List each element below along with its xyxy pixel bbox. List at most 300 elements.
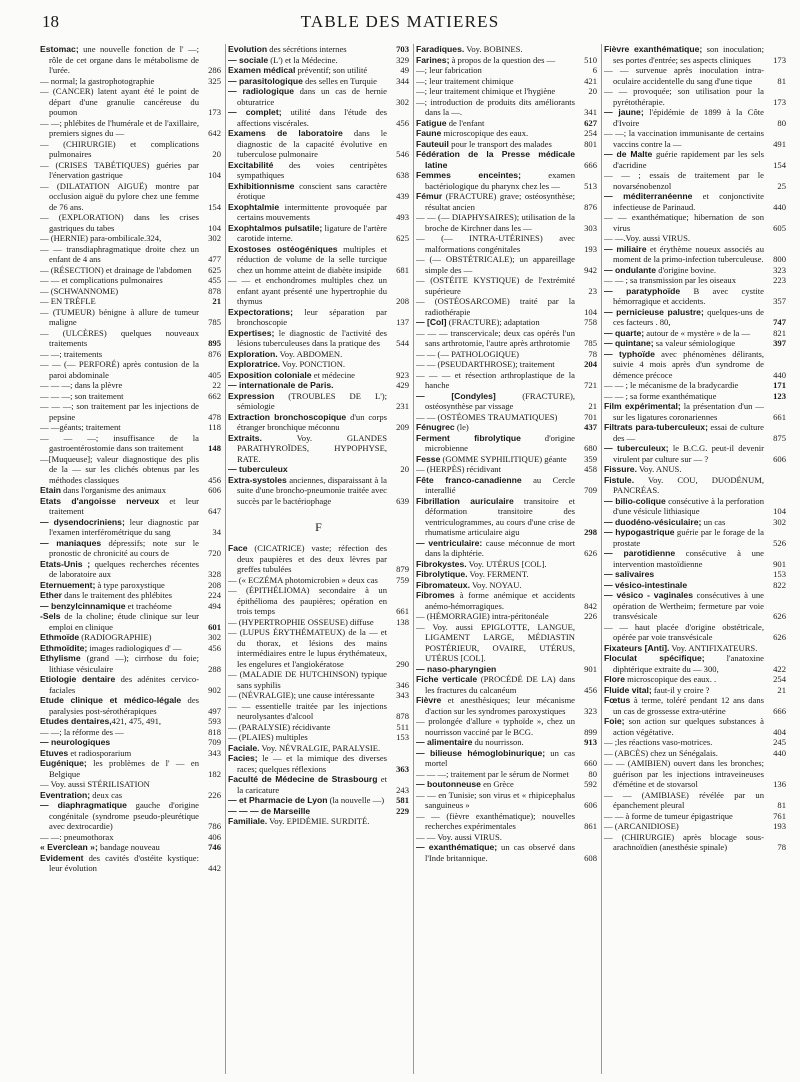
index-entry-page: 758 xyxy=(584,317,597,327)
index-entry xyxy=(604,475,786,496)
index-entry-text: — — transdiaphragmatique droite chez un enfant de 4 ans xyxy=(40,243,199,264)
index-entry xyxy=(40,76,221,87)
index-entry-heading: Etiologie dentaire xyxy=(40,674,116,684)
index-entry-text: — normal; la gastrophotographie xyxy=(40,75,155,86)
index-entry-page: 477 xyxy=(208,254,221,264)
index-entry xyxy=(228,44,409,55)
index-entry xyxy=(604,422,786,443)
index-entry-page: 786 xyxy=(208,821,221,831)
index-entry-text: — —; phlébites de l'humérale et de l'axillaire, premiers signes du — xyxy=(40,117,199,138)
index-entry-page: 171 xyxy=(773,380,786,390)
index-entry-heading: Etain xyxy=(40,485,62,495)
index-entry xyxy=(228,617,409,628)
index-entry-text: — — (AMIBIASE) révélée par un épanchement pleural xyxy=(604,789,764,810)
index-entry xyxy=(40,653,221,674)
index-entry-text: Femmes enceintes; examen bactériologique du pharynx chez les — xyxy=(416,170,576,191)
index-entry xyxy=(416,590,597,611)
index-entry-text: — — exanthématique; hibernation de son virus xyxy=(604,212,764,233)
index-entry-page: 478 xyxy=(208,411,221,422)
index-entry xyxy=(228,795,409,806)
index-entry-page: 626 xyxy=(773,632,786,642)
index-entry-text xyxy=(604,580,764,591)
index-entry-text: — jaune; l'épidémie de 1899 à la Côte d'Ivoire xyxy=(604,107,764,128)
index-entry-heading: Fiche verticale xyxy=(416,674,478,684)
index-entry-page: 346 xyxy=(396,679,409,690)
index-entry xyxy=(40,275,221,286)
index-entry-page: 153 xyxy=(396,732,409,742)
index-entry-text: — [Condyles] (FRACTURE), ostéosynthèse par vissage xyxy=(416,390,575,411)
index-entry-page: 879 xyxy=(396,564,409,574)
index-entry-text: — — et complications pulmonaires xyxy=(40,275,163,285)
index-entry-page: 193 xyxy=(773,821,786,831)
index-entry xyxy=(604,65,786,86)
index-entry-text: Fatigue de l'enfant xyxy=(416,117,485,128)
index-entry-heading: Fauteuil xyxy=(416,138,449,149)
index-entry xyxy=(416,674,597,695)
index-entry-text: — (ÉPITHÉLIOMA) secondaire à un épithélioma des paupières; opération en trois temps xyxy=(228,585,387,616)
index-entry-text: « Everclean »; bandage nouveau xyxy=(40,842,160,852)
index-entry-text: — (SCHWANNOME) xyxy=(40,285,119,296)
index-entry-page: 455 xyxy=(208,275,221,285)
index-entry xyxy=(604,212,786,233)
index-entry xyxy=(416,118,597,129)
index-entry-text: Fibrillation auriculaire transitoire et déformation transitoire des ventriculogrammes, au cours d'une crise de rhumatisme articulaire aigu xyxy=(416,495,576,537)
index-entry-heading: — bilieuse hémoglobinurique; xyxy=(416,747,546,758)
index-entry-page: 34 xyxy=(212,527,221,537)
index-entry-text: — sociale (L') et la Médecine. xyxy=(228,54,338,65)
index-entry-page: 323 xyxy=(773,264,786,275)
index-entry-heading: — salivaires xyxy=(604,569,655,579)
index-entry-text: — (ULCÈRES) quelques nouveaux traitements xyxy=(40,327,199,348)
index-entry xyxy=(228,128,409,160)
index-entry-page: 546 xyxy=(396,149,409,159)
index-entry-page: 254 xyxy=(584,128,597,138)
index-entry-page: 626 xyxy=(584,548,597,558)
index-entry-text: Examen médical préventif; son utilité xyxy=(228,65,368,75)
index-entry-text: Etain dans l'organisme des animaux xyxy=(40,485,166,495)
index-entry xyxy=(40,737,221,748)
index-entry-page: 439 xyxy=(396,191,409,201)
index-entry-page: 81 xyxy=(777,800,786,810)
page-number: 18 xyxy=(42,12,59,31)
index-entry-heading: Expertises; xyxy=(228,327,275,338)
index-entry-page: 494 xyxy=(208,600,221,611)
index-entry-page: 544 xyxy=(396,338,409,348)
index-entry-text: Exposition coloniale et médecine xyxy=(228,369,355,380)
index-entry xyxy=(604,107,786,128)
index-entry-text: Etats-Unis ; quelques recherches récentes de laboratoire aux xyxy=(40,558,199,579)
index-entry-heading: — tuberculeux xyxy=(228,464,288,474)
index-entry xyxy=(604,580,786,591)
index-entry-heading: Filtrats para-tuberculeux; xyxy=(604,422,708,432)
index-entry-page: 302 xyxy=(208,233,221,243)
index-entry-text: Eugénique; les problèmes de l' — en Belgique xyxy=(40,758,199,779)
index-entry-text: — (RÉSECTION) et drainage de l'abdomen xyxy=(40,264,192,275)
index-entry xyxy=(604,737,786,748)
index-entry-page: 104 xyxy=(208,170,221,180)
index-entry-text: — (— OBSTÉTRICALE); un appareillage simple des — xyxy=(416,254,575,275)
index-entry xyxy=(416,580,597,591)
index-entry-text: Ethmoïde (RADIOGRAPHIE) xyxy=(40,632,152,642)
index-column-1 xyxy=(40,44,226,1074)
index-entry-text xyxy=(416,664,575,675)
index-entry-page: 302 xyxy=(208,632,221,642)
index-entry xyxy=(40,118,221,139)
index-entry-page: 625 xyxy=(208,264,221,275)
index-entry-page: 511 xyxy=(396,721,409,732)
index-entry-text: Evolution des sécrétions internes xyxy=(228,44,347,54)
index-entry-page: 821 xyxy=(773,327,786,338)
index-entry-text: Evidement des cavités d'ostéite kystique: leur évolution xyxy=(40,852,199,873)
index-entry xyxy=(228,464,409,475)
index-entry xyxy=(228,585,409,617)
index-entry-heading: — miliaire xyxy=(604,243,647,254)
index-entry-page: 913 xyxy=(584,737,597,747)
index-entry-text: — — (PSEUDARTHROSE); traitement xyxy=(416,359,555,369)
index-entry-text: — [Col] (FRACTURE); adaptation xyxy=(416,317,540,327)
index-entry-text: Fauteuil pour le transport des malades xyxy=(416,138,552,149)
index-entry xyxy=(416,622,597,664)
index-entry-page: 298 xyxy=(584,527,597,537)
index-entry xyxy=(40,779,221,790)
index-entry xyxy=(40,853,221,874)
index-entry-heading: — vésico - vaginales xyxy=(604,590,693,600)
index-entry-heading: — parotidienne xyxy=(604,548,676,558)
index-entry xyxy=(40,181,221,213)
index-entry-page: 20 xyxy=(400,464,409,474)
index-entry-page: 437 xyxy=(584,422,597,432)
index-entry xyxy=(40,139,221,160)
index-entry-heading: — quintane; xyxy=(604,338,654,348)
index-entry-text: Exhibitionnisme conscient sans caractère érotique xyxy=(228,180,387,201)
index-entry-heading: Etudes dentaires, xyxy=(40,716,112,726)
index-entry-page: 638 xyxy=(396,170,409,180)
index-entry-text: —; leur traitement chimique xyxy=(416,75,514,86)
index-entry-page: 290 xyxy=(396,658,409,669)
index-entry-text: Flore microscopique des eaux. . xyxy=(604,674,717,684)
index-entry-page: 224 xyxy=(208,590,221,600)
index-entry xyxy=(40,359,221,380)
index-entry xyxy=(604,790,786,811)
index-entry xyxy=(40,601,221,612)
index-entry-page: 173 xyxy=(208,107,221,117)
index-entry-heading: Fièvre xyxy=(416,695,442,705)
index-entry-heading: Etats d'angoisse nerveux xyxy=(40,495,160,506)
index-entry-heading: Facies; xyxy=(228,753,258,763)
index-entry-heading: Fénugrec xyxy=(416,422,455,432)
index-entry-text: — de Malte guérie rapidement par les sels d'acridine xyxy=(604,149,764,170)
index-entry xyxy=(40,580,221,591)
index-entry xyxy=(604,307,786,328)
index-entry-heading: -Sels xyxy=(40,611,61,621)
index-entry xyxy=(416,832,597,843)
index-entry-heading: Fête franco-canadienne xyxy=(416,474,522,485)
index-entry-text: Fissure. Voy. ANUS. xyxy=(604,464,682,474)
index-entry xyxy=(604,527,786,548)
index-entry-heading: — hypogastrique xyxy=(604,527,675,537)
index-entry-text: Facies; le — et la mimique des diverses races; quelques réflexions xyxy=(228,753,387,774)
index-entry-heading: Femmes enceintes; xyxy=(416,170,521,180)
index-entry xyxy=(416,412,597,423)
index-entry-page: 720 xyxy=(208,548,221,558)
index-entry-page: 666 xyxy=(584,159,597,170)
index-entry xyxy=(228,65,409,76)
index-entry xyxy=(40,86,221,118)
index-entry-text: Filtrats para-tuberculeux; essai de culture des — xyxy=(604,422,764,443)
index-entry xyxy=(228,475,409,507)
index-entry xyxy=(416,842,597,863)
index-entry-heading: — internationale de Paris. xyxy=(228,380,334,390)
index-entry xyxy=(604,170,786,191)
index-entry xyxy=(416,370,597,391)
index-entry-text: Etudes dentaires,421, 475, 491, xyxy=(40,716,162,726)
index-entry xyxy=(416,422,597,433)
index-entry-page: 456 xyxy=(584,684,597,695)
index-entry xyxy=(228,575,409,586)
index-entry-text: — — ; sa forme exanthématique xyxy=(604,390,717,401)
index-entry-page: 747 xyxy=(773,317,786,327)
index-entry xyxy=(416,748,597,769)
index-entry-heading: Etuves xyxy=(40,747,69,758)
index-entry xyxy=(228,701,409,722)
index-entry-heading: Excitabilité xyxy=(228,159,274,170)
index-entry xyxy=(40,328,221,349)
index-entry-text: — (CHIRURGIE) après blocage sous-arachnoïdien (anesthésie spinale) xyxy=(604,831,764,852)
index-entry-page: 442 xyxy=(208,863,221,873)
index-entry-text: Etiologie dentaire des adénites cervico-faciales xyxy=(40,674,199,695)
index-entry-text: Fémur (FRACTURE) grave; ostéosynthèse; résultat ancien xyxy=(416,191,575,212)
index-entry-heading: Fibrillation auriculaire xyxy=(416,495,514,506)
index-entry-heading: — bilio-colique xyxy=(604,495,666,506)
index-entry-text: — (ABCÈS) chez un Sénégalais. xyxy=(604,747,718,758)
index-columns xyxy=(40,44,790,1074)
index-entry-heading: Extraction bronchoscopique xyxy=(228,411,347,422)
index-entry xyxy=(416,275,597,296)
index-entry-text: — complet; utilité dans l'étude des affections viscérales. xyxy=(228,107,387,128)
index-entry-text: — vésico - vaginales consécutives à une opération de Wertheim; fermeture par voie transvésicale xyxy=(604,590,764,621)
index-entry-page: 899 xyxy=(584,726,597,737)
index-entry-page: 153 xyxy=(773,569,786,579)
page-header xyxy=(0,8,800,38)
index-entry-text: Face (CICATRICE) vaste; réfection des deux paupières et des deux lèvres par greffes tubulées xyxy=(228,543,387,574)
index-entry-heading: Expression xyxy=(228,390,275,401)
index-entry xyxy=(40,454,221,486)
index-entry-page: 343 xyxy=(396,690,409,700)
index-entry-text: — — —; son traitement par les injections de pepsine xyxy=(40,401,199,422)
index-entry-page: 137 xyxy=(396,317,409,327)
index-entry xyxy=(228,307,409,328)
index-entry-page: 357 xyxy=(773,296,786,306)
index-entry xyxy=(604,391,786,402)
index-entry-page: 605 xyxy=(773,222,786,233)
index-entry-text: Etuves et radiosporarium xyxy=(40,747,132,758)
index-entry-text: Fistule. Voy. COU, DUODÉNUM, PANCRÉAS. xyxy=(604,474,764,495)
index-entry xyxy=(604,286,786,307)
index-entry xyxy=(40,559,221,580)
index-entry-page: 226 xyxy=(208,789,221,800)
index-entry-page: 341 xyxy=(584,107,597,117)
index-entry xyxy=(416,254,597,275)
index-entry-heading: — boutonneuse xyxy=(416,779,481,789)
index-entry xyxy=(40,538,221,559)
index-entry-page: 154 xyxy=(208,201,221,212)
index-column-2 xyxy=(228,44,414,1074)
index-entry-text: — (OSTÉITE KYSTIQUE) de l'extrémité supérieure xyxy=(416,275,575,296)
index-entry-page: 642 xyxy=(208,128,221,138)
index-column-3 xyxy=(416,44,602,1074)
index-entry xyxy=(40,842,221,853)
index-entry-text: Faciale. Voy. NÉVRALGIE, PARALYSIE. xyxy=(228,742,381,753)
index-entry-text: — (CANCER) latent ayant été le point de départ d'une granulie cancéreuse du poumon xyxy=(40,86,199,117)
index-entry-text: Expertises; le diagnostic de l'activité des lésions tuberculeuses dans la pratique des xyxy=(228,327,387,348)
index-entry-heading: Exophtalmos pulsatile; xyxy=(228,222,323,233)
index-entry-page: 182 xyxy=(208,768,221,779)
index-entry-text: — (LUPUS ÉRYTHÉMATEUX) de la — et du thorax, et lésions des mains intermédiaires entre le lupus érythémateux, les engelures et l'angiokératose xyxy=(228,627,387,669)
index-entry-text: Fiche verticale (PROCÉDÉ DE LA) dans les fractures du calcanéum xyxy=(416,674,575,695)
index-entry xyxy=(228,816,409,827)
index-entry xyxy=(40,643,221,654)
index-entry xyxy=(416,233,597,254)
index-entry-text: — (HYPERTROPHIE OSSEUSE) diffuse xyxy=(228,616,374,627)
index-entry xyxy=(40,307,221,328)
index-entry-heading: — tuberculeux; xyxy=(604,443,669,453)
index-entry xyxy=(604,821,786,832)
index-entry-heading: Face xyxy=(228,543,248,553)
index-entry xyxy=(416,128,597,139)
index-entry-text: — bilieuse hémoglobinurique; un cas mortel xyxy=(416,747,575,768)
index-entry-page: 785 xyxy=(584,338,597,348)
index-entry xyxy=(604,443,786,464)
index-entry-text: Extraction bronchoscopique d'un corps étranger bronchique méconnu xyxy=(228,411,387,432)
index-entry xyxy=(604,811,786,822)
index-entry-page: 456 xyxy=(396,117,409,128)
index-entry xyxy=(228,732,409,743)
index-entry-text: Ethylisme (grand —); cirrhose du foie; lithiase vésiculaire xyxy=(40,653,199,674)
index-entry-page: 363 xyxy=(396,763,409,774)
index-entry-heading: Exhibitionnisme xyxy=(228,180,295,191)
index-entry xyxy=(40,286,221,297)
index-entry-text: — (NÉVRALGIE); une cause intéressante xyxy=(228,690,375,700)
index-entry-heading: — et Pharmacie de Lyon xyxy=(228,795,328,805)
index-entry-text: — exanthématique; un cas observé dans l'Inde britannique. xyxy=(416,842,575,863)
index-entry-text: — diaphragmatique gauche d'origine congénitale (syndrome pseudo-pleurétique avec dextrocardie) xyxy=(40,800,199,831)
index-entry-page: 510 xyxy=(584,54,597,65)
index-entry-page: 254 xyxy=(773,674,786,684)
index-entry-page: 302 xyxy=(396,96,409,107)
index-entry-heading: Ethmoïde xyxy=(40,632,80,642)
index-entry-heading: Extraits. xyxy=(228,432,262,443)
index-entry-page: 193 xyxy=(584,243,597,254)
index-entry-page: 497 xyxy=(208,705,221,716)
index-entry xyxy=(604,548,786,569)
index-entry-page: 21 xyxy=(588,401,597,411)
index-entry-page: 154 xyxy=(773,159,786,170)
index-entry-page: 923 xyxy=(396,369,409,380)
index-entry-page: 223 xyxy=(773,275,786,285)
index-entry-heading: Fièvre exanthématique; xyxy=(604,44,703,54)
index-entry-text: — (PLAIES) multiples xyxy=(228,732,308,742)
index-entry-page: 20 xyxy=(212,149,221,159)
index-entry-text: Exploration. Voy. ABDOMEN. xyxy=(228,348,343,359)
index-entry-heading: Eugénique; xyxy=(40,758,87,768)
index-entry-text: Expression (TROUBLES DE L'); sémiologie xyxy=(228,390,387,411)
index-entry-page: 801 xyxy=(584,138,597,149)
index-entry-page: 581 xyxy=(396,795,409,805)
index-entry-text xyxy=(228,806,387,817)
index-entry-heading: Examen médical xyxy=(228,65,296,75)
index-entry-page: 709 xyxy=(584,485,597,495)
index-entry xyxy=(416,664,597,675)
index-entry-page: 878 xyxy=(396,711,409,721)
index-entry-text: — et Pharmacie de Lyon (la nouvelle —) xyxy=(228,795,385,805)
index-entry-heading: — typhoïde xyxy=(604,348,655,359)
index-entry-page: 104 xyxy=(773,506,786,516)
index-entry-heading: Faciale. xyxy=(228,742,260,753)
index-entry xyxy=(604,275,786,286)
index-entry-text: — — en Tunisie; son virus et « rhipicephalus sanguineus » xyxy=(416,789,575,810)
index-entry xyxy=(40,674,221,695)
index-entry xyxy=(228,806,409,817)
index-entry-page: 601 xyxy=(208,621,221,632)
index-entry xyxy=(228,370,409,381)
index-entry-page: 440 xyxy=(773,201,786,212)
index-entry xyxy=(416,454,597,465)
index-entry xyxy=(40,391,221,402)
index-entry-page: 104 xyxy=(584,306,597,317)
index-entry xyxy=(40,790,221,801)
index-entry-page: 148 xyxy=(208,443,221,453)
index-entry-text: — — (— PERFORÉ) après contusion de la paroi abdominale xyxy=(40,359,199,380)
index-entry-text: Fièvre exanthématique; son inoculation; ses portes d'entrée; ses aspects cliniques xyxy=(604,44,764,65)
index-entry-text: — — ; essais de traitement par le novarsénobenzol xyxy=(604,170,764,191)
index-entry-page: 209 xyxy=(396,422,409,432)
index-entry-page: 78 xyxy=(777,842,786,852)
index-entry-text: — — à forme de tumeur épigastrique xyxy=(604,810,733,821)
index-entry xyxy=(228,107,409,128)
index-entry-text: —; leur fabrication xyxy=(416,65,482,75)
index-entry-text: — —géants; traitement xyxy=(40,422,121,432)
index-entry xyxy=(228,753,409,774)
section-letter: F xyxy=(315,520,322,534)
index-entry-page: 876 xyxy=(584,201,597,212)
index-entry-page: 78 xyxy=(588,348,597,359)
index-entry-text: -Sels de la choline; étude clinique sur leur emploi en clinique xyxy=(40,611,199,632)
index-entry xyxy=(416,139,597,150)
index-entry-page: 302 xyxy=(773,516,786,527)
index-entry-page: 458 xyxy=(584,464,597,474)
index-entry-text: — duodéno-vésiculaire; un cas xyxy=(604,516,726,527)
index-entry-page: 328 xyxy=(208,569,221,579)
index-entry-page: 104 xyxy=(208,222,221,233)
index-entry-page: 406 xyxy=(208,831,221,842)
index-entry xyxy=(228,412,409,433)
index-entry xyxy=(228,55,409,66)
index-entry xyxy=(40,758,221,779)
index-entry-text: Fluide vital; faut-il y croire ? xyxy=(604,684,710,695)
index-entry xyxy=(228,86,409,107)
index-entry-heading: — complet; xyxy=(228,107,282,117)
index-entry-heading: Fissure. xyxy=(604,464,637,474)
index-entry-text: — Voy. aussi EPIGLOTTE, LANGUE, LIGAMENT LARGE, MÉDIASTIN POSTÉRIEUR, OVAIRE, UTÉRUS, UTÉRUS [COL]. xyxy=(416,621,575,663)
index-entry-page: 818 xyxy=(208,726,221,737)
index-entry-page: 422 xyxy=(773,663,786,674)
index-entry-heading: Faune xyxy=(416,128,442,138)
index-entry-page: 800 xyxy=(773,254,786,264)
index-entry-text: — — survenue après inoculation intra-oculaire accidentelle du sang d'une tique xyxy=(604,65,764,86)
index-entry-heading: — dysendocriniens; xyxy=(40,516,125,527)
index-entry-heading: Extra-systoles xyxy=(228,474,287,485)
index-entry-heading: Familiale. xyxy=(228,816,268,826)
